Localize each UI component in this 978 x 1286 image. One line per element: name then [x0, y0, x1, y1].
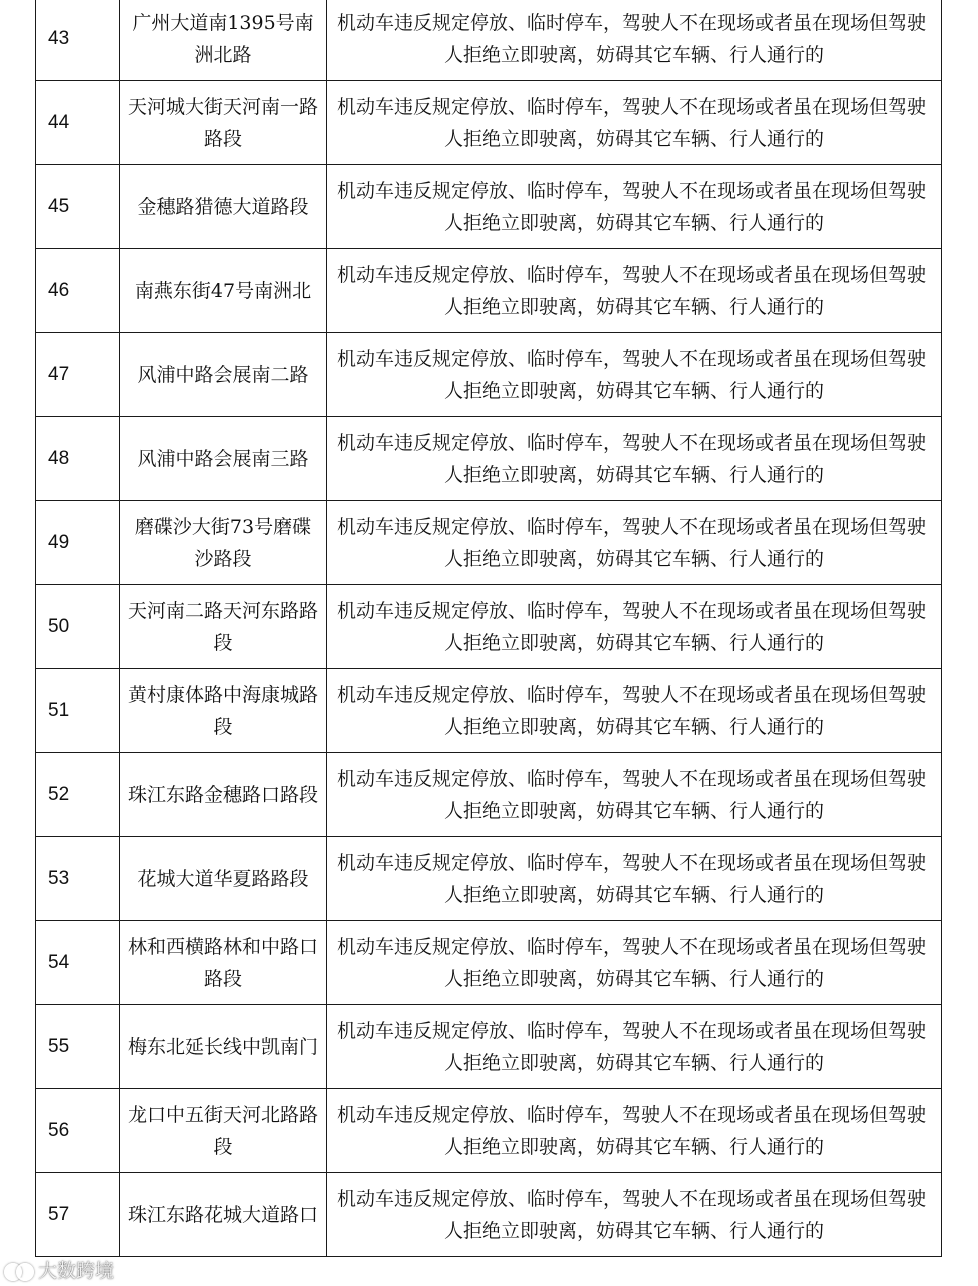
description-line-1: 机动车违反规定停放、临时停车，驾驶人不在现场或者虽在现场但驾驶	[337, 515, 927, 538]
description-line-2: 人拒绝立即驶离，妨碍其它车辆、行人通行的	[443, 43, 824, 66]
row-number: 48	[36, 417, 120, 501]
row-number: 43	[36, 0, 120, 81]
description-line-2: 人拒绝立即驶离，妨碍其它车辆、行人通行的	[443, 631, 824, 654]
violation-description-cell	[327, 165, 942, 249]
violation-description-cell	[327, 1173, 942, 1257]
row-number: 44	[36, 81, 120, 165]
location-cell: 风浦中路会展南二路	[120, 333, 327, 417]
row-number: 55	[36, 1005, 120, 1089]
description-line-2: 人拒绝立即驶离，妨碍其它车辆、行人通行的	[443, 799, 824, 822]
description-line-1: 机动车违反规定停放、临时停车，驾驶人不在现场或者虽在现场但驾驶	[337, 179, 927, 202]
watermark	[4, 1256, 114, 1283]
description-line-2: 人拒绝立即驶离，妨碍其它车辆、行人通行的	[443, 547, 824, 570]
table-row	[36, 1005, 942, 1089]
row-number: 49	[36, 501, 120, 585]
violation-description-cell	[327, 921, 942, 1005]
description-line-1: 机动车违反规定停放、临时停车，驾驶人不在现场或者虽在现场但驾驶	[337, 599, 927, 622]
table-row	[36, 165, 942, 249]
description-line-1: 机动车违反规定停放、临时停车，驾驶人不在现场或者虽在现场但驾驶	[337, 935, 927, 958]
description-line-2: 人拒绝立即驶离，妨碍其它车辆、行人通行的	[443, 1219, 824, 1242]
table-row	[36, 1089, 942, 1173]
location-cell: 天河城大街天河南一路路段	[120, 81, 327, 165]
description-line-1: 机动车违反规定停放、临时停车，驾驶人不在现场或者虽在现场但驾驶	[337, 851, 927, 874]
row-number: 51	[36, 669, 120, 753]
table-row	[36, 333, 942, 417]
description-line-1: 机动车违反规定停放、临时停车，驾驶人不在现场或者虽在现场但驾驶	[337, 263, 927, 286]
description-line-2: 人拒绝立即驶离，妨碍其它车辆、行人通行的	[443, 1051, 824, 1074]
location-cell: 梅东北延长线中凯南门	[120, 1005, 327, 1089]
row-number: 54	[36, 921, 120, 1005]
description-line-2: 人拒绝立即驶离，妨碍其它车辆、行人通行的	[443, 715, 824, 738]
table-row	[36, 837, 942, 921]
table-row	[36, 501, 942, 585]
description-line-2: 人拒绝立即驶离，妨碍其它车辆、行人通行的	[443, 967, 824, 990]
location-cell: 龙口中五街天河北路路段	[120, 1089, 327, 1173]
location-cell: 天河南二路天河东路路段	[120, 585, 327, 669]
row-number: 57	[36, 1173, 120, 1257]
description-line-1: 机动车违反规定停放、临时停车，驾驶人不在现场或者虽在现场但驾驶	[337, 95, 927, 118]
violation-description-cell	[327, 837, 942, 921]
location-cell: 南燕东街47号南洲北	[120, 249, 327, 333]
row-number: 47	[36, 333, 120, 417]
location-cell: 珠江东路花城大道路口	[120, 1173, 327, 1257]
description-line-2: 人拒绝立即驶离，妨碍其它车辆、行人通行的	[443, 1135, 824, 1158]
row-number: 45	[36, 165, 120, 249]
location-cell: 黄村康体路中海康城路段	[120, 669, 327, 753]
violation-description-cell	[327, 333, 942, 417]
row-number: 56	[36, 1089, 120, 1173]
violation-description-cell	[327, 1089, 942, 1173]
row-number: 52	[36, 753, 120, 837]
description-line-2: 人拒绝立即驶离，妨碍其它车辆、行人通行的	[443, 211, 824, 234]
description-line-2: 人拒绝立即驶离，妨碍其它车辆、行人通行的	[443, 883, 824, 906]
watermark-text: 大数跨境	[38, 1260, 115, 1282]
violation-description-cell	[327, 0, 942, 81]
description-line-2: 人拒绝立即驶离，妨碍其它车辆、行人通行的	[443, 463, 824, 486]
table-row	[36, 669, 942, 753]
table-row	[36, 585, 942, 669]
description-line-1: 机动车违反规定停放、临时停车，驾驶人不在现场或者虽在现场但驾驶	[337, 683, 927, 706]
location-cell: 林和西横路林和中路口路段	[120, 921, 327, 1005]
description-line-2: 人拒绝立即驶离，妨碍其它车辆、行人通行的	[443, 127, 824, 150]
location-cell: 金穗路猎德大道路段	[120, 165, 327, 249]
violation-description-cell	[327, 81, 942, 165]
description-line-1: 机动车违反规定停放、临时停车，驾驶人不在现场或者虽在现场但驾驶	[337, 11, 927, 34]
violation-description-cell	[327, 417, 942, 501]
description-line-1: 机动车违反规定停放、临时停车，驾驶人不在现场或者虽在现场但驾驶	[337, 1019, 927, 1042]
description-line-2: 人拒绝立即驶离，妨碍其它车辆、行人通行的	[443, 295, 824, 318]
table-body	[36, 0, 942, 1257]
location-cell: 风浦中路会展南三路	[120, 417, 327, 501]
violation-description-cell	[327, 753, 942, 837]
row-number: 53	[36, 837, 120, 921]
violation-description-cell	[327, 585, 942, 669]
violation-description-cell	[327, 1005, 942, 1089]
location-cell: 花城大道华夏路路段	[120, 837, 327, 921]
double-circle-logo-icon	[4, 1261, 34, 1279]
table-row	[36, 249, 942, 333]
row-number: 46	[36, 249, 120, 333]
violation-description-cell	[327, 669, 942, 753]
description-line-2: 人拒绝立即驶离，妨碍其它车辆、行人通行的	[443, 379, 824, 402]
table-row	[36, 417, 942, 501]
violation-location-table	[35, 0, 942, 1257]
location-cell: 磨碟沙大街73号磨碟沙路段	[120, 501, 327, 585]
table-row	[36, 0, 942, 81]
violation-description-cell	[327, 501, 942, 585]
description-line-1: 机动车违反规定停放、临时停车，驾驶人不在现场或者虽在现场但驾驶	[337, 347, 927, 370]
description-line-1: 机动车违反规定停放、临时停车，驾驶人不在现场或者虽在现场但驾驶	[337, 767, 927, 790]
violation-description-cell	[327, 249, 942, 333]
row-number: 50	[36, 585, 120, 669]
table-row	[36, 1173, 942, 1257]
description-line-1: 机动车违反规定停放、临时停车，驾驶人不在现场或者虽在现场但驾驶	[337, 1187, 927, 1210]
description-line-1: 机动车违反规定停放、临时停车，驾驶人不在现场或者虽在现场但驾驶	[337, 431, 927, 454]
table-row	[36, 81, 942, 165]
table-row	[36, 753, 942, 837]
description-line-1: 机动车违反规定停放、临时停车，驾驶人不在现场或者虽在现场但驾驶	[337, 1103, 927, 1126]
table-row	[36, 921, 942, 1005]
location-cell: 广州大道南1395号南洲北路	[120, 0, 327, 81]
location-cell: 珠江东路金穗路口路段	[120, 753, 327, 837]
